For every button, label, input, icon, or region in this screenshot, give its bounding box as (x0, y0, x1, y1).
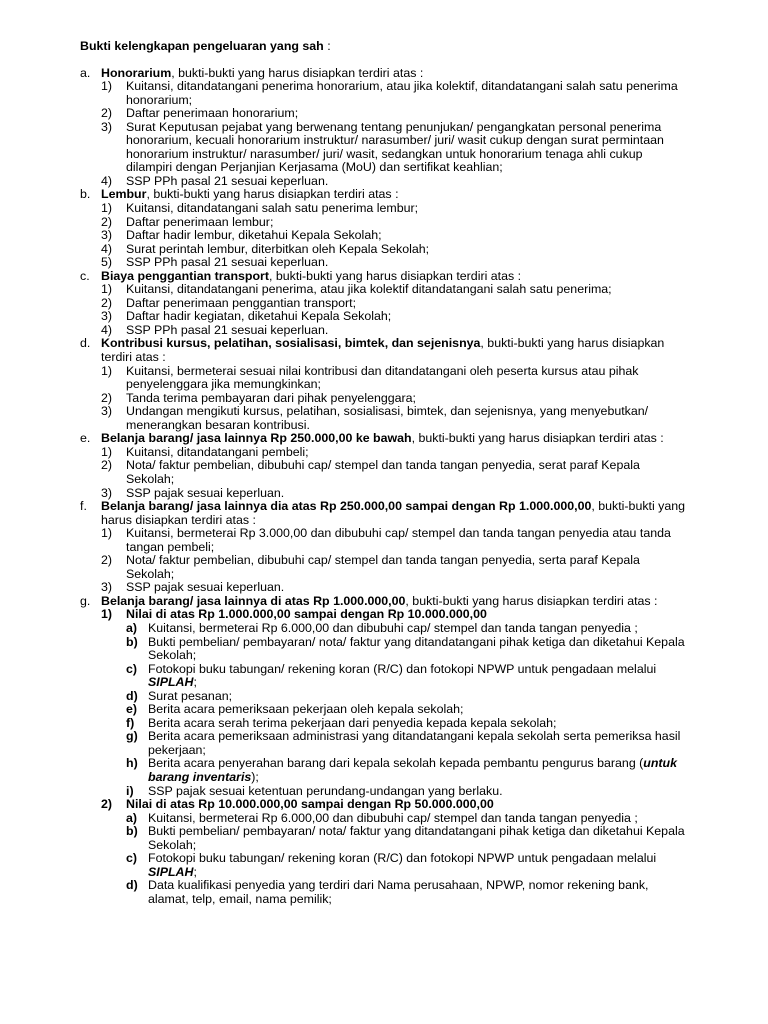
list-item: d) Surat pesanan; (126, 688, 233, 703)
list-item: i) SSP pajak sesuai ketentuan perundang-undangan yang berlaku. (126, 783, 503, 798)
list-item: c) Fotokopi buku tabungan/ rekening koran (R/C) dan fotokopi NPWP untuk pengadaan melalui SIPLAH; (126, 851, 657, 879)
section-belanja-diatas-1jt (80, 595, 690, 907)
list-item: 1) Kuitansi, bermeterai Rp 3.000,00 dan dibubuhi cap/ stempel dan tanda tangan penyedia atau tanda tangan pembeli; (101, 526, 671, 554)
list-item: h) Berita acara penyerahan barang dari kepala sekolah kepada pembantu pengurus barang (untuk barang inventaris); (126, 756, 678, 784)
list-item: a) Kuitansi, bermeterai Rp 6.000,00 dan dibubuhi cap/ stempel dan tanda tangan penyedia ; (126, 620, 638, 635)
section-intro: , bukti-bukti yang harus disiapkan terdiri atas : (101, 336, 665, 365)
section-marker: b. (80, 187, 91, 202)
section-lembur (80, 188, 690, 269)
list-item: 3) SSP pajak sesuai keperluan. (101, 485, 285, 500)
heading-text: Bukti kelengkapan pengeluaran yang sah (80, 39, 324, 53)
list-item: e) Berita acara pemeriksaan pekerjaan oleh kepala sekolah; (126, 702, 464, 717)
section-marker: c. (80, 268, 90, 283)
emphasis-text: SIPLAH (148, 864, 194, 879)
list-item: 2) Daftar penerimaan penggantian transport; (101, 295, 357, 310)
section-intro: , bukti-bukti yang harus disiapkan terdiri atas : (411, 431, 664, 446)
list-item: 1) Kuitansi, ditandatangani penerima honorarium, atau jika kolektif, ditandatangani salah satu penerima honorarium; (101, 79, 678, 107)
list-item: 4) SSP PPh pasal 21 sesuai keperluan. (101, 173, 329, 188)
section-marker: f. (80, 499, 87, 514)
section-title: Honorarium (101, 65, 172, 80)
subsection-title: Nilai di atas Rp 10.000.000,00 sampai dengan Rp 50.000.000,00 (126, 797, 494, 812)
list-item: 2) Nota/ faktur pembelian, dibubuhi cap/ stempel dan tanda tangan penyedia, serta paraf Kepala Sekolah; (101, 553, 640, 581)
subsection-number: 2) (101, 797, 113, 812)
section-transport (80, 270, 690, 338)
list-item: 5) SSP PPh pasal 21 sesuai keperluan. (101, 255, 329, 270)
list-item: 3) Daftar hadir kegiatan, diketahui Kepala Sekolah; (101, 309, 392, 324)
section-title: Lembur (101, 187, 147, 202)
list-item: b) Bukti pembelian/ pembayaran/ nota/ faktur yang ditandatangani pihak ketiga dan diketahui Kepala Sekolah; (126, 824, 685, 852)
list-item: 3) SSP pajak sesuai keperluan. (101, 580, 285, 595)
document-page (80, 40, 690, 906)
section-title: Belanja barang/ jasa lainnya di atas Rp 1.000.000,00 (101, 593, 406, 608)
list-item: 1) Kuitansi, bermeterai sesuai nilai kontribusi dan ditandatangani oleh peserta kursus atau pihak penyelenggara jika memungkinkan; (101, 363, 639, 392)
list-item: 1) Kuitansi, ditandatangani pembeli; (101, 444, 309, 459)
list-item: 2) Daftar penerimaan honorarium; (101, 106, 299, 121)
subsection-title: Nilai di atas Rp 1.000.000,00 sampai dengan Rp 10.000.000,00 (126, 607, 487, 622)
list-item: c) Fotokopi buku tabungan/ rekening koran (R/C) dan fotokopi NPWP untuk pengadaan melalui SIPLAH; (126, 661, 657, 690)
section-intro: , bukti-bukti yang harus disiapkan terdiri atas : (269, 268, 522, 283)
list-item: 1) Kuitansi, ditandatangani penerima, atau jika kolektif ditandatangani salah satu penerima; (101, 282, 612, 297)
subsection-number: 1) (101, 607, 113, 622)
section-belanja-1jt (80, 500, 690, 595)
subsection-1jt-10jt (101, 608, 690, 798)
section-belanja-250rb (80, 432, 690, 500)
section-marker: g. (80, 593, 91, 608)
section-marker: d. (80, 336, 91, 351)
list-item: d) Data kualifikasi penyedia yang terdiri dari Nama perusahaan, NPWP, nomor rekening bank, alamat, telp, email, nama pemilik; (126, 878, 649, 906)
section-intro: , bukti-bukti yang harus disiapkan terdiri atas : (146, 187, 399, 202)
emphasis-text: untuk barang inventaris (148, 756, 678, 784)
list-item: 3) Daftar hadir lembur, diketahui Kepala Sekolah; (101, 228, 382, 243)
emphasis-text: SIPLAH (148, 675, 194, 690)
section-title: Belanja barang/ jasa lainnya Rp 250.000,00 ke bawah (101, 431, 412, 446)
section-title: Kontribusi kursus, pelatihan, sosialisasi, bimtek, dan sejenisnya (101, 336, 481, 351)
list-item: 2) Tanda terima pembayaran dari pihak penyelenggara; (101, 390, 416, 405)
section-honorarium (80, 67, 690, 189)
section-marker: a. (80, 65, 91, 80)
heading-colon: : (323, 39, 331, 53)
section-title: Belanja barang/ jasa lainnya dia atas Rp 250.000,00 sampai dengan Rp 1.000.000,00 (101, 499, 592, 514)
document-heading (80, 40, 690, 54)
subsection-10jt-50jt (101, 798, 690, 906)
section-intro: , bukti-bukti yang harus disiapkan terdiri atas : (405, 593, 658, 608)
list-item: 2) Daftar penerimaan lembur; (101, 214, 274, 229)
list-item: 2) Nota/ faktur pembelian, dibubuhi cap/ stempel dan tanda tangan penyedia, serat paraf Kepala Sekolah; (101, 458, 640, 486)
section-marker: e. (80, 431, 91, 446)
list-item: g) Berita acara pemeriksaan administrasi yang ditandatangani kepala sekolah serta pemeriksa hasil pekerjaan; (126, 729, 681, 757)
list-item: f) Berita acara serah terima pekerjaan dari penyedia kepada kepala sekolah; (126, 715, 557, 730)
list-item: 3) Undangan mengikuti kursus, pelatihan, sosialisasi, bimtek, dan sejenisnya, yang menyebutkan/ menerangkan besaran kontribusi. (101, 404, 649, 432)
section-title: Biaya penggantian transport (101, 268, 269, 283)
list-item: 4) Surat perintah lembur, diterbitkan oleh Kepala Sekolah; (101, 241, 430, 256)
section-kontribusi (80, 337, 690, 432)
section-intro: , bukti-bukti yang harus disiapkan terdiri atas : (171, 65, 424, 80)
list-item: 4) SSP PPh pasal 21 sesuai keperluan. (101, 322, 329, 337)
list-item: 3) Surat Keputusan pejabat yang berwenang tentang penunjukan/ pengangkatan personal penerima honorarium, kecuali honorarium instruktur/ narasumber/ juri/ wasit cukup dengan surat permintaan honorarium instruktur/ narasumber/ juri/ wasit, sedangkan untuk honorarium tenaga ahli cukup dilampiri dengan Perjanjian Kerjasama (MoU) dan sertifikat keahlian; (101, 119, 664, 175)
list-item: b) Bukti pembelian/ pembayaran/ nota/ faktur yang ditandatangani pihak ketiga dan diketahui Kepala Sekolah; (126, 634, 685, 663)
list-item: 1) Kuitansi, ditandatangani salah satu penerima lembur; (101, 201, 419, 216)
list-item: a) Kuitansi, bermeterai Rp 6.000,00 dan dibubuhi cap/ stempel dan tanda tangan penyedia ; (126, 810, 638, 825)
section-intro: , bukti-bukti yang harus disiapkan terdiri atas : (101, 499, 686, 527)
